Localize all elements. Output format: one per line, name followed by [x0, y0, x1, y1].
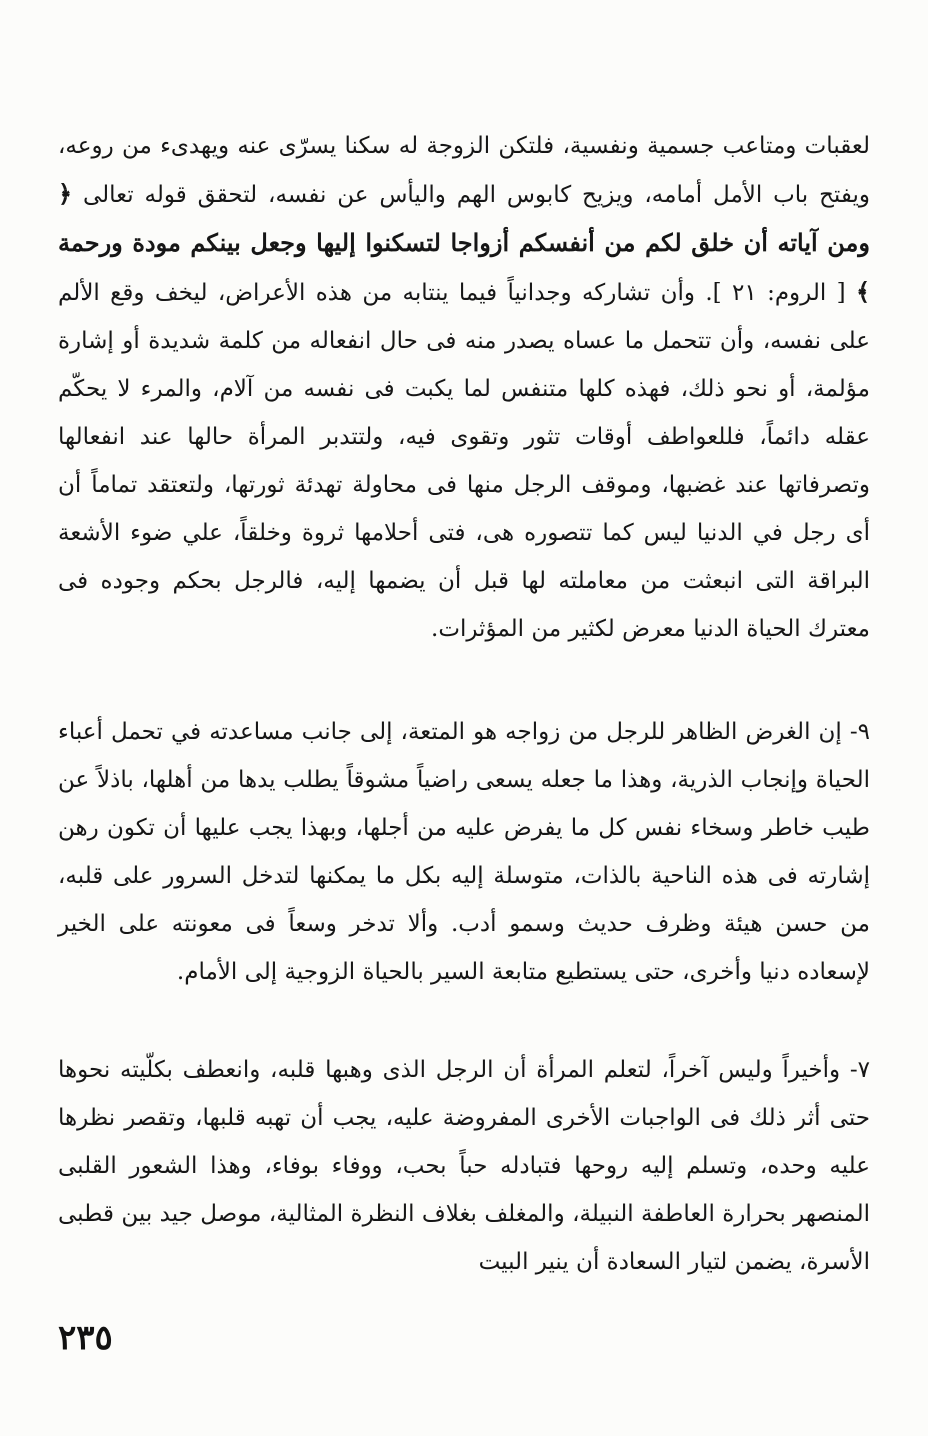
verse-reference: [ الروم: ٢١ ] [712, 280, 846, 306]
quran-verse: ﴿ ومن آياته أن خلق لكم من أنفسكم أزواجا لتسكنوا إليها وجعل بينكم مودة ورحمة ﴾ [58, 179, 870, 306]
paragraph-3: ٧- وأخيراً وليس آخراً، لتعلم المرأة أن الرجل الذى وهبها قلبه، وانعطف بكلّيته نحوها حتى أثر ذلك فى الواجبات الأخرى المفروضة عليه، يجب أن تهبه قلبها، وتقصر نظرها عليه وحده، وتسلم إليه روحها فتبادله حباً بحب، ووفاء بوفاء، وهذا الشعور القلبى المنصهر بحرارة العاطفة النبيلة، والمغلف بغلاف النظرة المثالية، موصل جيد بين قطبى الأسرة، يضمن لتيار السعادة أن ينير البيت [58, 1057, 870, 1275]
paragraph-1 [58, 122, 870, 653]
paragraph-1-text-after-verse: . وأن تشاركه وجدانياً فيما ينتابه من هذه الأعراض، ليخف وقع الألم على نفسه، وأن تتحمل ما عساه يصدر منه فى حال انفعاله من كلمة شديدة أو إشارة مؤلمة، أو نحو ذلك، فهذه كلها متنفس لما يكبت فى نفسه من آلام، والمرء لا يحكّم عقله دائماً، فللعواطف أوقات تثور وتقوى فيه، ولتتدبر المرأة حالها عند انفعالها وتصرفاتها عند غضبها، وموقف الرجل منها فى محاولة تهدئة ثورتها، ولتعتقد تماماً أن أى رجل في الدنيا ليس كما تتصوره هى، فتى أحلامها ثروة وخلقاً، علي ضوء الأشعة البراقة التى انبعثت من معاملته لها قبل أن يضمها إليه، فالرجل بحكم وجوده فى معترك الحياة الدنيا معرض لكثير من المؤثرات. [58, 280, 870, 642]
page-number: ٢٣٥ [58, 1318, 113, 1358]
paragraph-1-text-before-verse: لعقبات ومتاعب جسمية ونفسية، فلتكن الزوجة له سكنا يسرّى عنه ويهدىء من روعه، ويفتح باب الأمل أمامه، ويزيح كابوس الهم واليأس عن نفسه، لتحقق قوله تعالى [58, 133, 870, 208]
paragraph-2: ٩- إن الغرض الظاهر للرجل من زواجه هو المتعة، إلى جانب مساعدته في تحمل أعباء الحياة وإنجاب الذرية، وهذا ما جعله يسعى راضياً مشوقاً يطلب يدها من أهلها، باذلاً عن طيب خاطر وسخاء نفس كل ما يفرض عليه من أجلها، وبهذا يجب عليها أن تكون رهن إشارته فى هذه الناحية بالذات، متوسلة إليه بكل ما يمكنها لتدخل السرور على قلبه، من حسن هيئة وظرف حديث وسمو أدب. وألا تدخر وسعاً فى معونته على الخير لإسعاده دنيا وأخرى، حتى يستطيع متابعة السير بالحياة الزوجية إلى الأمام. [58, 719, 870, 985]
